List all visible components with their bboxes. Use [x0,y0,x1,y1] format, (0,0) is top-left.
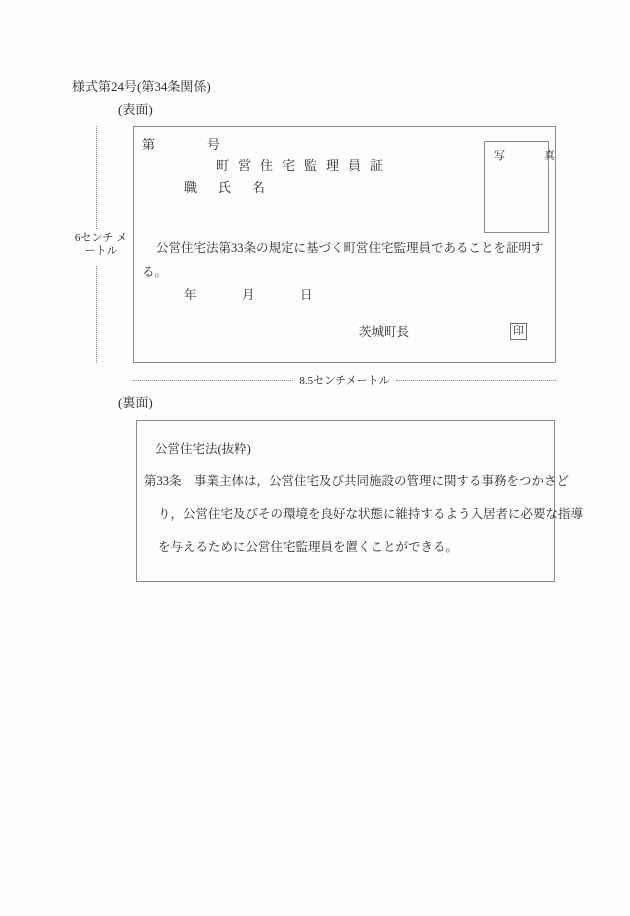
horizontal-dimension-line-right [396,380,556,381]
horizontal-dimension-line-left [133,380,293,381]
seal-stamp-mark: 印 [510,323,527,340]
card-number-field: 第 号 [142,137,221,152]
card-post-and-name-field: 職 氏 名 [184,180,270,195]
face-side-label: (表面) [118,102,153,117]
horizontal-dimension-label: 8.5センチメートル [299,375,390,387]
back-side-label: (裏面) [118,395,153,410]
vertical-dimension-label: 6センチ メートル [74,232,128,257]
vertical-dimension-line-top [96,126,97,229]
card-title: 町営住宅監理員証 [216,158,393,173]
photo-box [484,141,569,233]
horizontal-dimension-annotation [133,373,556,387]
card-issuer-name: 茨城町長 [359,325,410,339]
law-excerpt-title: 公営住宅法(抜粋) [155,442,251,456]
law-text-line-1: 第33条 事業主体は，公営住宅及び共同施設の管理に関する事務をつかさど [144,474,570,488]
back-card [136,420,584,582]
front-card [133,126,569,363]
vertical-dimension-line-bottom [96,266,97,363]
card-certification-text-line-2: る。 [142,265,168,279]
card-certification-text-line-1: 公営住宅法第33条の規定に基づく町営住宅監理員であることを証明す [156,241,544,255]
law-text-line-2: り，公営住宅及びその環境を良好な状態に維持するよう入居者に必要な指導 [158,507,584,521]
form-number-heading: 様式第24号(第34条関係) [72,79,211,94]
card-date-field: 年 月 日 [184,288,315,302]
law-text-line-3: を与えるために公営住宅監理員を置くことができる。 [158,540,459,554]
photo-label: 写 真 [494,150,569,162]
